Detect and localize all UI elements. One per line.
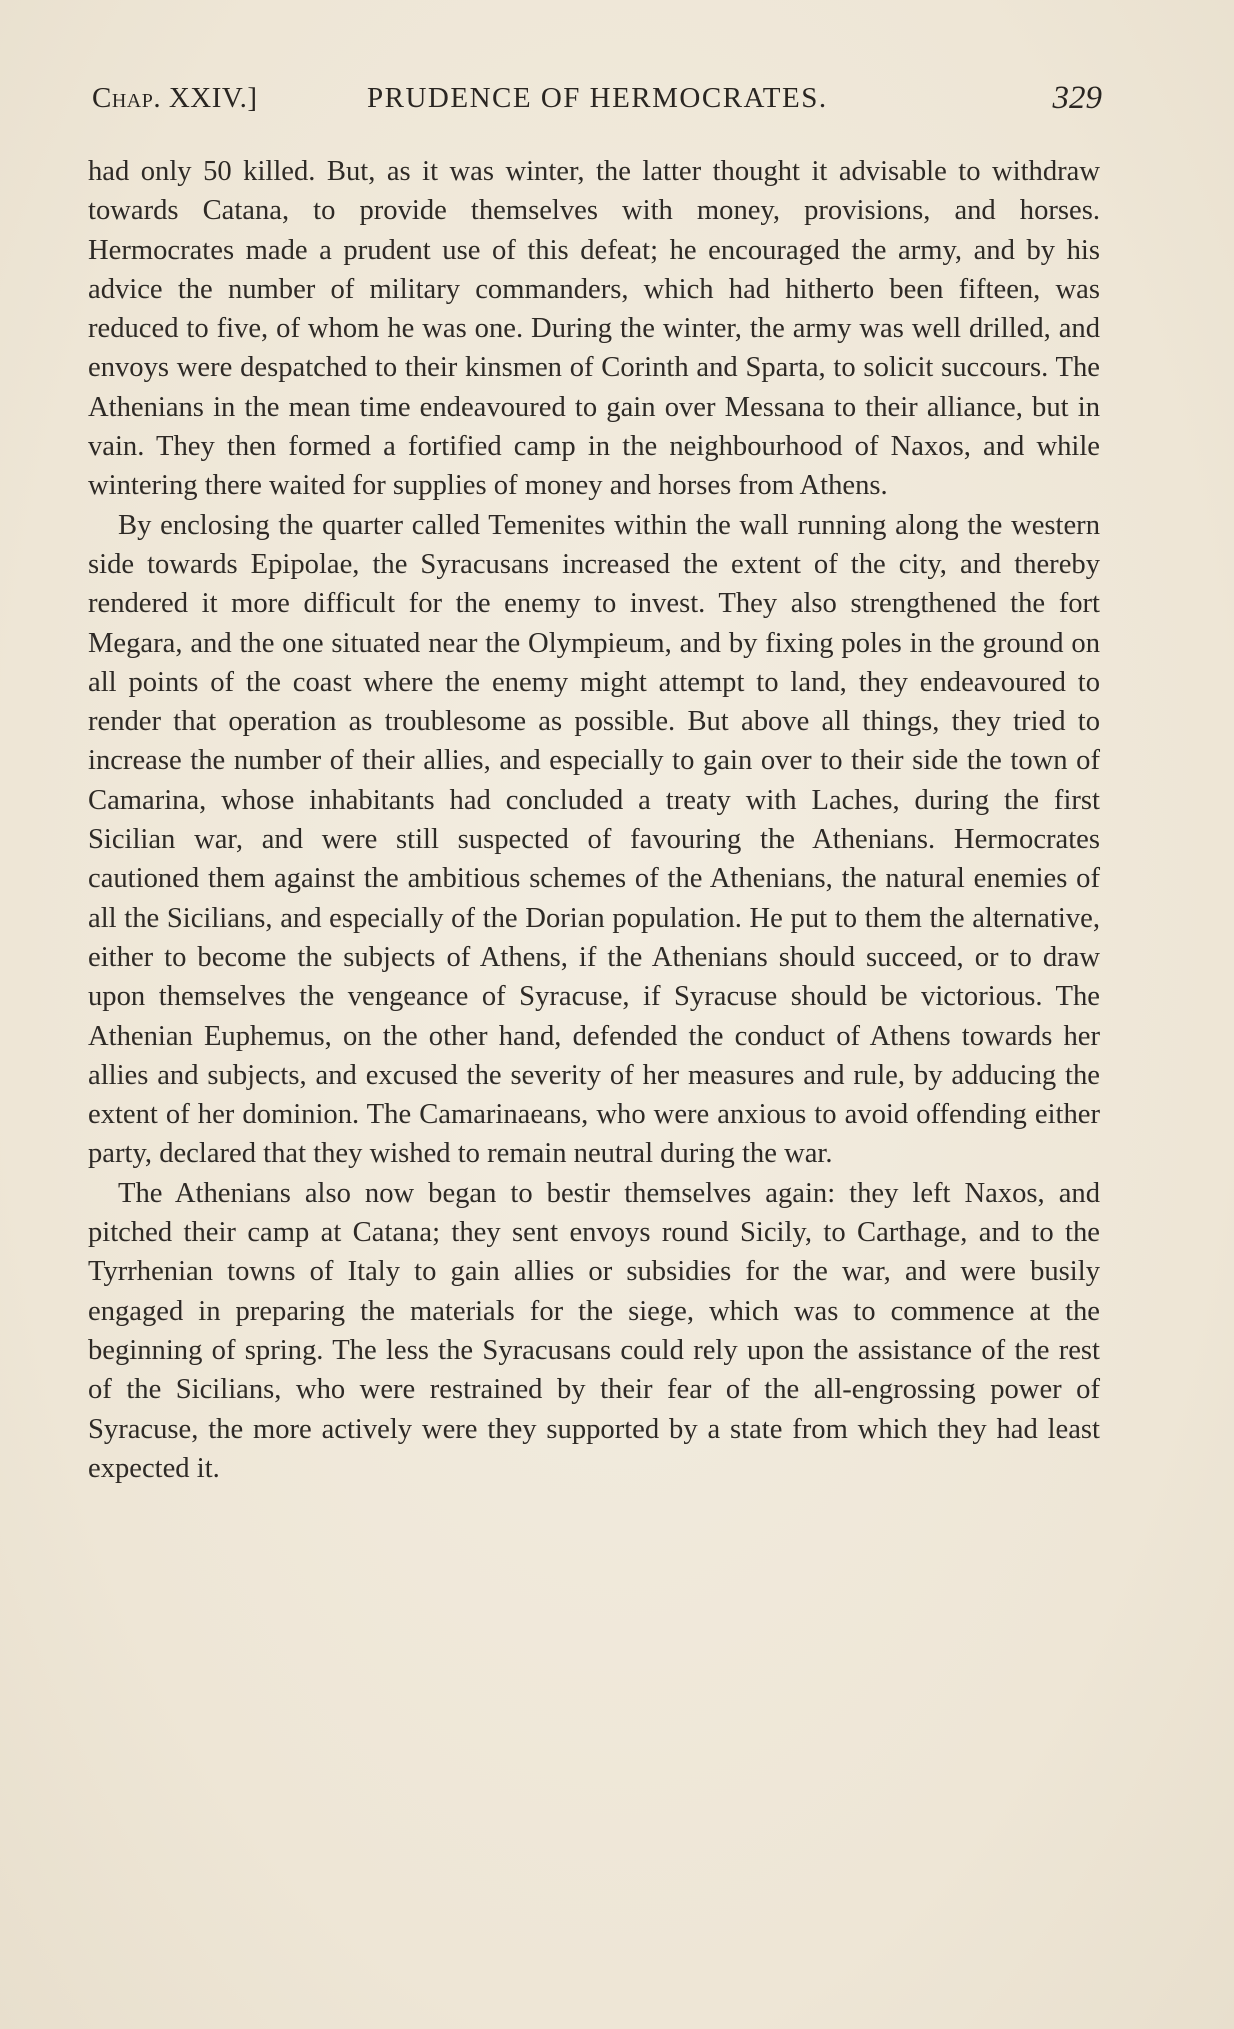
body-text	[88, 152, 1100, 1488]
paragraph-3: The Athenians also now began to bestir themselves again: they left Naxos, and pitched their camp at Catana; they sent envoys round Sicily, to Carthage, and to the Tyrrhenian towns of Italy to gain allies or subsidies for the war, and were busily engaged in preparing the materials for the siege, which was to commence at the beginning of spring. The less the Syracusans could rely upon the assistance of the rest of the Sicilians, who were restrained by their fear of the all-engrossing power of Syracuse, the more actively were they supported by a state from which they had least expected it.	[88, 1177, 1100, 1484]
page-number: 329	[1052, 80, 1102, 116]
chapter-label: Chap. XXIV.]	[92, 82, 258, 114]
paragraph-2: By enclosing the quarter called Temenites within the wall running along the western side towards Epipolae, the Syracusans increased the extent of the city, and thereby rendered it more difficult for the enemy to invest. They also strengthened the fort Megara, and the one situated near the Olympieum, and by fixing poles in the ground on all points of the coast where the enemy might attempt to land, they endeavoured to render that operation as troublesome as possible. But above all things, they tried to increase the number of their allies, and especially to gain over to their side the town of Camarina, whose inhabitants had concluded a treaty with Laches, during the first Sicilian war, and were still suspected of favouring the Athenians. Hermocrates cautioned them against the ambitious schemes of the Athenians, the natural enemies of all the Sicilians, and especially of the Dorian population. He put to them the alternative, either to become the subjects of Athens, if the Athenians should succeed, or to draw upon themselves the vengeance of Syracuse, if Syracuse should be victorious. The Athenian Euphemus, on the other hand, defended the conduct of Athens towards her allies and subjects, and excused the severity of her measures and rule, by adducing the extent of her dominion. The Camarinaeans, who were anxious to avoid offending either party, declared that they wished to remain neutral during the war.	[88, 509, 1100, 1170]
page-title: PRUDENCE OF HERMOCRATES.	[367, 82, 828, 114]
running-head	[92, 82, 1102, 132]
paragraph-1: had only 50 killed. But, as it was winter, the latter thought it advisable to withdraw towards Catana, to provide themselves with money, provisions, and horses. Hermocrates made a prudent use of this defeat; he encouraged the army, and by his advice the number of military commanders, which had hitherto been fifteen, was reduced to five, of whom he was one. During the winter, the army was well drilled, and envoys were despatched to their kinsmen of Corinth and Sparta, to solicit succours. The Athenians in the mean time endeavoured to gain over Messana to their alliance, but in vain. They then formed a fortified camp in the neighbourhood of Naxos, and while wintering there waited for supplies of money and horses from Athens.	[88, 156, 1100, 502]
